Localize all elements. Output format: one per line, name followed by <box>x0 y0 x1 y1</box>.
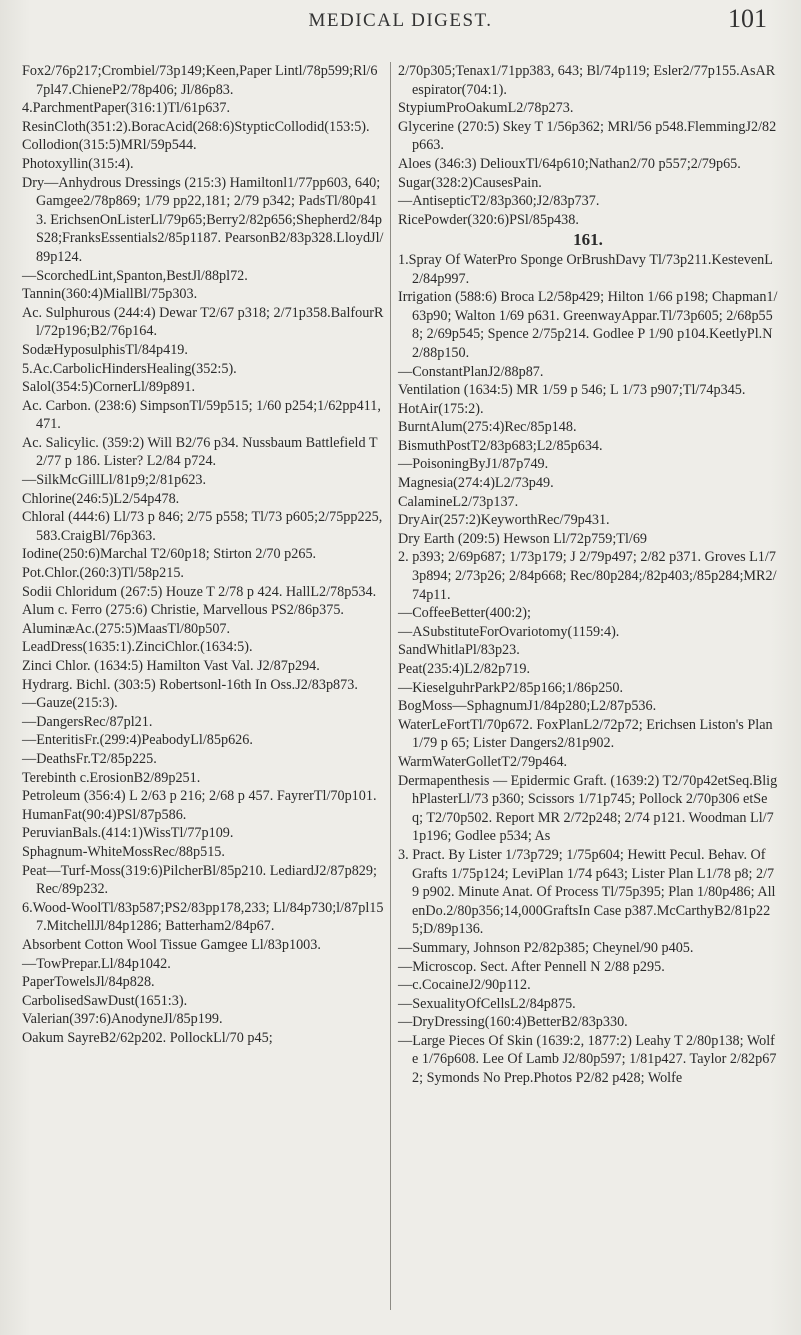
index-entry: Peat—Turf-Moss(319:6)PilcherBl/85p210. LediardJ2/87p829;Rec/89p232. <box>22 862 377 898</box>
index-entry: CalamineL2/73p137. <box>398 493 519 510</box>
index-entry: Sugar(328:2)CausesPain. <box>398 174 542 191</box>
index-entry: WaterLeFortTl/70p672. FoxPlanL2/72p72; Erichsen Liston's Plan 1/79 p 65; Lister Dangers2/81p902. <box>398 716 773 752</box>
index-entry: DryAir(257:2)KeyworthRec/79p431. <box>398 512 610 529</box>
index-entry: —ConstantPlanJ2/88p87. <box>398 363 544 380</box>
index-entry: Ac. Salicylic. (359:2) Will B2/76 p34. Nussbaum Battlefield T 2/77 p 186. Lister? L2/84 p724. <box>22 434 378 470</box>
right-column-entries-top <box>398 62 778 229</box>
index-entry: —SilkMcGillLl/81p9;2/81p623. <box>22 472 207 489</box>
index-entry: ResinCloth(351:2).BoracAcid(268:6)StypticCollodid(153:5). <box>22 118 370 135</box>
index-entry: Chloral (444:6) Ll/73 p 846; 2/75 p558; Tl/73 p605;2/75pp225,583.CraigBl/76p363. <box>22 509 383 544</box>
index-entry: —c.CocaineJ2/90p112. <box>398 977 531 994</box>
index-entry: —Large Pieces Of Skin (1639:2, 1877:2) Leahy T 2/80p138; Wolfe 1/76p608. Lee Of Lamb J2/80p597; 1/81p427. Taylor 2/82p672; Symonds No Prep.Photos P2/82 p428; Wolfe <box>398 1032 777 1087</box>
index-entry: BogMoss—SphagnumJ1/84p280;L2/87p536. <box>398 698 657 715</box>
index-entry: 4.ParchmentPaper(316:1)Tl/61p637. <box>22 100 231 117</box>
index-entry: —EnteritisFr.(299:4)PeabodyLl/85p626. <box>22 732 253 749</box>
page-header <box>0 4 801 44</box>
index-entry: Ventilation (1634:5) MR 1/59 p 546; L 1/73 p907;Tl/74p345. <box>398 382 746 399</box>
index-entry: Irrigation (588:6) Broca L2/58p429; Hilton 1/66 p198; Chapman1/63p90; Walton 1/69 p631. GreenwayAppar.Tl/73p605; 2/68p558; 2/69p545; Spence 2/75p214. Godlee P 1/90 p104.KeetlyPl.N2/88p150. <box>398 289 778 361</box>
index-entry: CarbolisedSawDust(1651:3). <box>22 992 188 1009</box>
index-entry: SandWhitlaPl/83p23. <box>398 642 520 659</box>
index-entry: Sphagnum-WhiteMossRec/88p515. <box>22 843 225 860</box>
index-entry: Aloes (346:3) DeliouxTl/64p610;Nathan2/70 p557;2/79p65. <box>398 155 741 172</box>
index-entry: —CoffeeBetter(400:2); <box>398 605 531 622</box>
index-entry: —TowPrepar.Ll/84p1042. <box>22 955 171 972</box>
index-entry: HumanFat(90:4)PSl/87p586. <box>22 806 187 823</box>
index-entry: Dry—Anhydrous Dressings (215:3) Hamiltonl1/77pp603, 640; Gamgee2/78p869; 1/79 pp22,181; 2/79 p342; PadsTl/80p413. ErichsenOnListerLl/79p65;Berry2/82p656;Shepherd2/84pS28;FranksEssentials2/85p1187. PearsonB2/83p328.LloydJl/89p124. <box>22 174 384 265</box>
index-entry: Sodii Chloridum (267:5) Houze T 2/78 p 424. HallL2/78p534. <box>22 583 377 600</box>
index-entry: 1.Spray Of WaterPro Sponge OrBrushDavy Tl/73p211.KestevenL2/84p997. <box>398 251 773 287</box>
index-entry: 2. p393; 2/69p687; 1/73p179; J 2/79p497; 2/82 p371. Groves L1/73p894; 2/73p26; 2/84p668; Rec/80p284;/82p403;/85p284;MR2/74p11. <box>398 549 777 603</box>
right-column <box>398 62 778 1088</box>
left-column <box>22 62 384 1047</box>
index-entry: Salol(354:5)CornerLl/89p891. <box>22 379 195 396</box>
index-entry: 5.Ac.CarbolicHindersHealing(352:5). <box>22 360 237 377</box>
index-entry: Alum c. Ferro (275:6) Christie, Marvellous PS2/86p375. <box>22 602 344 619</box>
index-entry: —Microscop. Sect. After Pennell N 2/88 p295. <box>398 958 665 975</box>
index-entry: 6.Wood-WoolTl/83p587;PS2/83pp178,233; Ll/84p730;l/87pl157.MitchellJl/84p1286; Batterham2/84p67. <box>22 899 384 935</box>
index-entry: —ScorchedLint,Spanton,BestJl/88pl72. <box>22 267 248 284</box>
index-entry: Peat(235:4)L2/82p719. <box>398 661 531 677</box>
index-entry: BurntAlum(275:4)Rec/85p148. <box>398 419 577 436</box>
index-entry: Glycerine (270:5) Skey T 1/56p362; MRl/56 p548.FlemmingJ2/82p663. <box>398 118 777 154</box>
right-column-entries-bottom <box>398 251 778 1088</box>
index-entry: Dry Earth (209:5) Hewson Ll/72p759;Tl/69 <box>398 530 648 547</box>
index-entry: AluminæAc.(275:5)MaasTl/80p507. <box>22 620 231 637</box>
index-entry: LeadDress(1635:1).ZinciChlor.(1634:5). <box>22 639 253 656</box>
index-entry: —Summary, Johnson P2/82p385; Cheynel/90 p405. <box>398 939 694 956</box>
section-number: 161. <box>573 230 603 250</box>
index-entry: StypiumProOakumL2/78p273. <box>398 100 574 117</box>
index-entry: —ASubstituteForOvariotomy(1159:4). <box>398 623 620 640</box>
index-entry: PeruvianBals.(414:1)WissTl/77p109. <box>22 825 234 842</box>
index-entry: —DeathsFr.T2/85p225. <box>22 750 157 767</box>
index-entry: 2/70p305;Tenax1/71pp383, 643; Bl/74p119; Esler2/77p155.AsARespirator(704:1). <box>398 63 776 98</box>
index-entry: Absorbent Cotton Wool Tissue Gamgee Ll/83p1003. <box>22 936 321 953</box>
index-entry: Terebinth c.ErosionB2/89p251. <box>22 769 201 786</box>
index-entry: —DryDressing(160:4)BetterB2/83p330. <box>398 1014 628 1031</box>
index-entry: —PoisoningByJ1/87p749. <box>398 456 549 473</box>
index-entry: Oakum SayreB2/62p202. PollockLl/70 p45; <box>22 1029 273 1046</box>
index-entry: Ac. Sulphurous (244:4) Dewar T2/67 p318; 2/71p358.BalfourRl/72p196;B2/76p164. <box>22 304 384 340</box>
index-entry: Photoxyllin(315:4). <box>22 155 134 172</box>
page-number: 101 <box>728 4 767 33</box>
index-entry: Valerian(397:6)AnodyneJl/85p199. <box>22 1011 223 1028</box>
index-entry: —Gauze(215:3). <box>22 695 118 712</box>
index-entry: —SexualityOfCellsL2/84p875. <box>398 995 576 1012</box>
index-entry: Tannin(360:4)MiallBl/75p303. <box>22 286 198 303</box>
index-entry: Iodine(250:6)Marchal T2/60p18; Stirton 2/70 p265. <box>22 546 317 563</box>
index-entry: Magnesia(274:4)L2/73p49. <box>398 475 554 492</box>
index-entry: BismuthPostT2/83p683;L2/85p634. <box>398 437 603 454</box>
index-entry: Ac. Carbon. (238:6) SimpsonTl/59p515; 1/60 p254;1/62pp411,471. <box>22 397 381 433</box>
index-entry: RicePowder(320:6)PSl/85p438. <box>398 211 579 228</box>
index-entry: Petroleum (356:4) L 2/63 p 216; 2/68 p 457. FayrerTl/70p101. <box>22 788 377 805</box>
index-entry: Dermapenthesis — Epidermic Graft. (1639:2) T2/70p42etSeq.BlighPlasterLl/73 p360; Scissors 1/71p745; Pollock 2/70p306 etSeq; T2/70p502. Report MR 2/72p248; 2/74 p121. Woodman Ll/71p196; Godlee p534; As <box>398 772 778 845</box>
index-entry: Collodion(315:5)MRl/59p544. <box>22 137 197 154</box>
index-entry: Pot.Chlor.(260:3)Tl/58p215. <box>22 565 184 582</box>
running-title: MEDICAL DIGEST. <box>308 10 493 31</box>
index-entry: PaperTowelsJl/84p828. <box>22 974 155 991</box>
index-entry: Fox2/76p217;Crombiel/73p149;Keen,Paper Lintl/78p599;Rl/67pl47.ChieneP2/78p406; Jl/86p83. <box>22 63 378 98</box>
index-entry: WarmWaterGolletT2/79p464. <box>398 753 568 770</box>
index-entry: Chlorine(246:5)L2/54p478. <box>22 490 180 507</box>
index-entry: SodæHyposulphisTl/84p419. <box>22 341 188 358</box>
index-entry: HotAir(175:2). <box>398 400 484 417</box>
index-entry: Hydrarg. Bichl. (303:5) Robertsonl-16th In Oss.J2/83p873. <box>22 676 358 693</box>
index-entry: 3. Pract. By Lister 1/73p729; 1/75p604; Hewitt Pecul. Behav. Of Grafts 1/75p124; LeviPlan 1/74 p643; Lister Plan L1/78 p8; 2/79 p902. Minute Anat. Of Process Tl/75p395; Plan 1/80p486; AllenDo.2/80p356;14,000GraftsIn Case p387.McCarthyB2/81p225;D/89p136. <box>398 846 776 938</box>
index-entry: —DangersRec/87pl21. <box>22 713 153 730</box>
index-entry: Zinci Chlor. (1634:5) Hamilton Vast Val. J2/87p294. <box>22 658 320 674</box>
index-entry: —AntisepticT2/83p360;J2/83p737. <box>398 193 600 210</box>
index-entry: —KieselguhrParkP2/85p166;1/86p250. <box>398 679 624 696</box>
column-divider <box>390 62 391 1310</box>
